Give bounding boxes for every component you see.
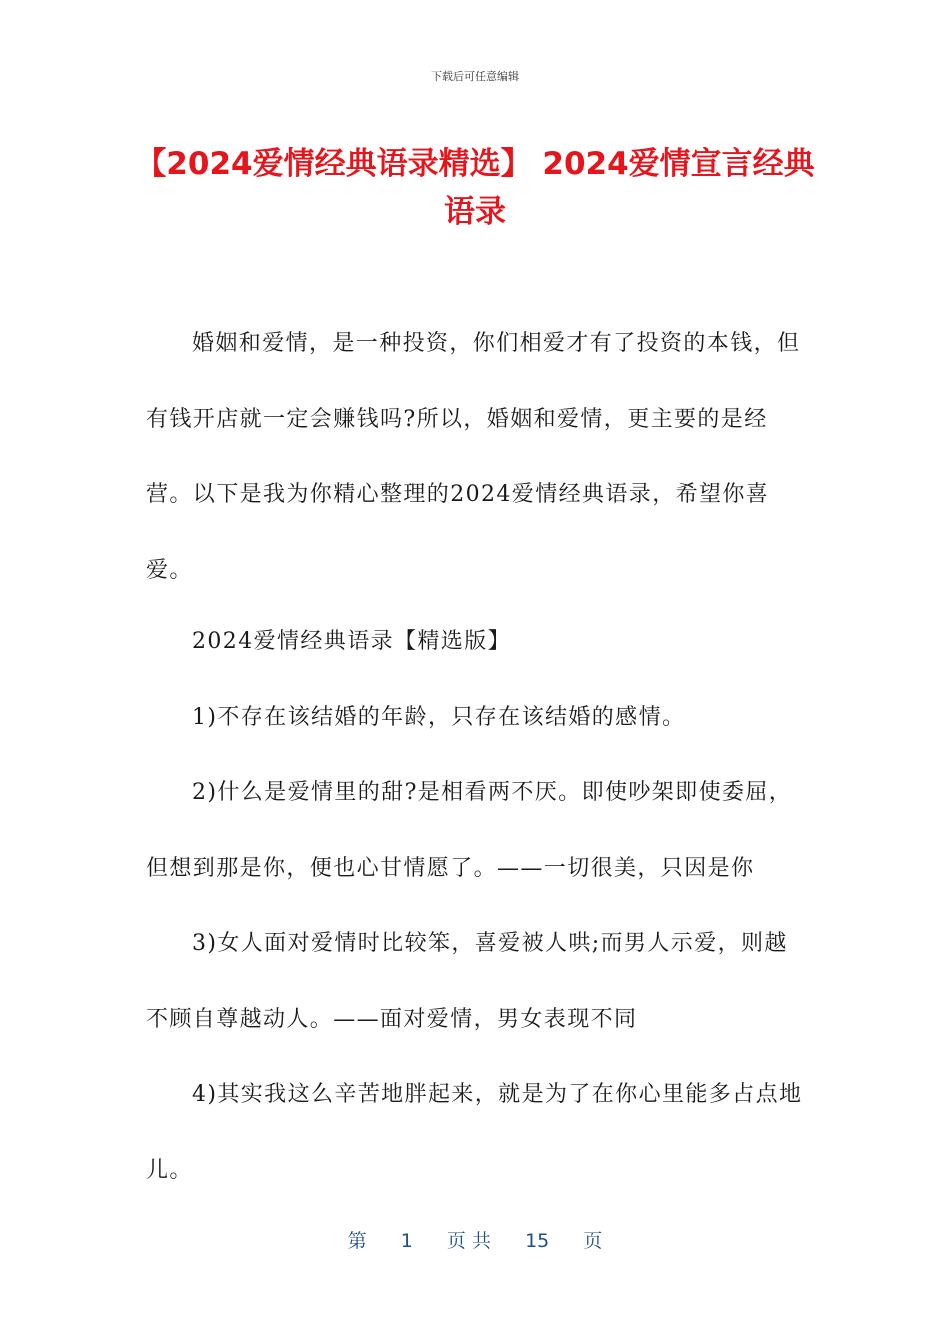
header-note: 下载后可任意编辑 <box>431 70 519 83</box>
section-heading: 2024爱情经典语录【精选版】 <box>192 629 511 654</box>
quotes-section <box>146 604 811 1208</box>
quote-item-2: 2)什么是爱情里的甜?是相看两不厌。即使吵架即使委屈，但想到那是你，便也心甘情愿了。——一切很美，只因是你 <box>146 780 793 881</box>
page-mid-label: 页 共 <box>446 1230 491 1252</box>
quote-item-4: 4)其实我这么辛苦地胖起来，就是为了在你心里能多占点地儿。 <box>146 1082 803 1183</box>
total-pages-number: 15 <box>525 1230 550 1252</box>
page-footer <box>0 1226 950 1253</box>
document-title: 【2024爱情经典语录精选】 2024爱情宣言经典语录 <box>135 146 815 230</box>
current-page-number: 1 <box>400 1230 413 1252</box>
intro-section <box>146 306 811 608</box>
intro-paragraph: 婚姻和爱情，是一种投资，你们相爱才有了投资的本钱，但有钱开店就一定会赚钱吗?所以，婚姻和爱情，更主要的是经营。以下是我为你精心整理的2024爱情经典语录，希望你喜爱。 <box>146 331 801 583</box>
page-prefix: 第 <box>347 1230 367 1252</box>
quote-item-1: 1)不存在该结婚的年龄，只存在该结婚的感情。 <box>192 704 686 730</box>
page-suffix: 页 <box>583 1230 603 1252</box>
quote-item-3: 3)女人面对爱情时比较笨，喜爱被人哄;而男人示爱，则越不顾自尊越动人。——面对爱情，男女表现不同 <box>146 931 788 1032</box>
